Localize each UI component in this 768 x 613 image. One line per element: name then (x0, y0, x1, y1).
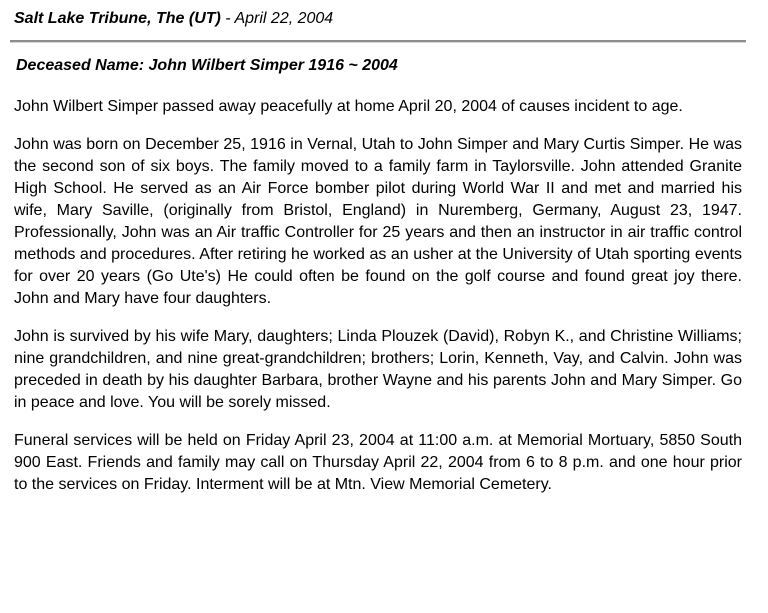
paragraph-biography: John was born on December 25, 1916 in Vernal, Utah to John Simper and Mary Curtis Simper. He was the second son of six boys. The family moved to a family farm in Taylorsville. John attended Granite High School. He served as an Air Force bomber pilot during World War II and met and married his wife, Mary Saville, (originally from Bristol, England) in Nuremberg, Germany, August 23, 1947. Professionally, John was an Air traffic Controller for 25 years and then an instructor in air traffic control methods and procedures. After retiring he worked as an usher at the University of Utah sporting events for over 20 years (Go Ute's) He could often be found on the golf course and found great joy there. John and Mary have four daughters. (14, 136, 742, 307)
publication-source: Salt Lake Tribune, The (UT) (14, 10, 221, 27)
paragraph-services: Funeral services will be held on Friday April 23, 2004 at 11:00 a.m. at Memorial Mortuary, 5850 South 900 East. Friends and family may call on Thursday April 22, 2004 from 6 to 8 p.m. and one hour prior to the services on Friday. Interment will be at Mtn. View Memorial Cemetery. (14, 432, 742, 493)
deceased-name-heading: Deceased Name: John Wilbert Simper 1916 ~ 2004 (16, 57, 398, 74)
header-separator: - (220, 10, 235, 27)
header-divider (10, 40, 746, 43)
publication-date: April 22, 2004 (234, 10, 334, 27)
obituary-body (14, 96, 742, 512)
publication-header (14, 9, 333, 28)
paragraph-passing: John Wilbert Simper passed away peacefully at home April 20, 2004 of causes incident to age. (14, 98, 683, 115)
paragraph-survivors: John is survived by his wife Mary, daughters; Linda Plouzek (David), Robyn K., and Christine Williams; nine grandchildren, and nine great-grandchildren; brothers; Lorin, Kenneth, Vay, and Calvin. John was preceded in death by his daughter Barbara, brother Wayne and his parents John and Mary Simper. Go in peace and love. You will be sorely missed. (14, 328, 742, 411)
